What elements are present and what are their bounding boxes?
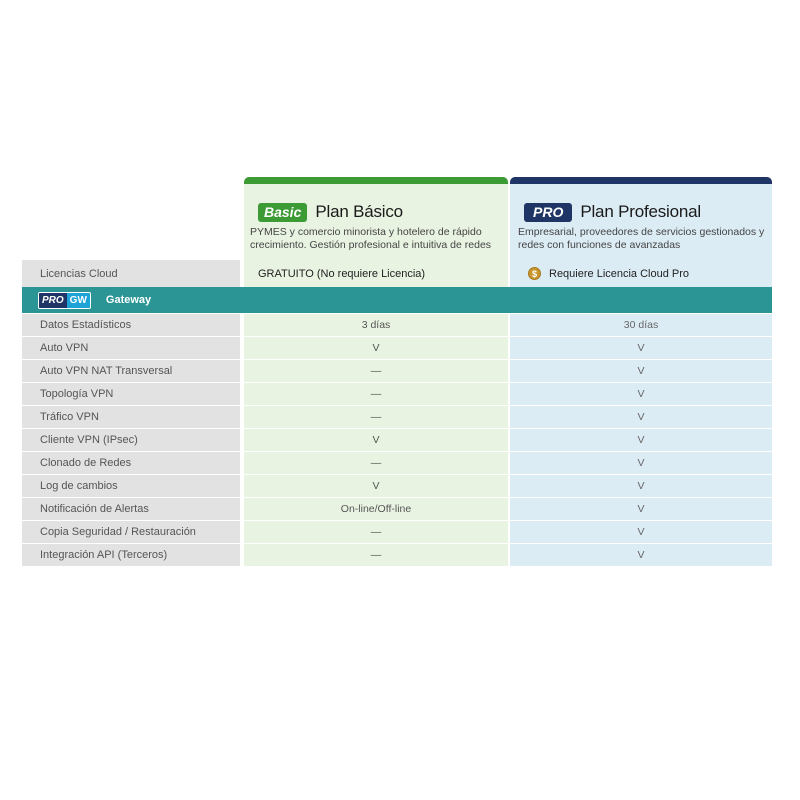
gw-badge-pro: PRO: [39, 293, 67, 308]
feature-pro-value: V: [510, 360, 772, 382]
gateway-section-bar: [22, 287, 772, 313]
table-row: [22, 475, 772, 498]
feature-pro-value: 30 días: [510, 314, 772, 336]
table-row: [22, 544, 772, 567]
feature-label: Datos Estadísticos: [22, 314, 240, 336]
feature-basic-value: —: [244, 406, 508, 428]
plan-comparison-table: [22, 177, 772, 567]
feature-pro-value: V: [510, 337, 772, 359]
feature-pro-value: V: [510, 383, 772, 405]
feature-label: Clonado de Redes: [22, 452, 240, 474]
feature-basic-value: V: [244, 475, 508, 497]
feature-basic-value: V: [244, 337, 508, 359]
license-pro-value: Requiere Licencia Cloud Pro: [549, 267, 690, 280]
license-pro-cell: [510, 260, 772, 287]
table-row: [22, 360, 772, 383]
feature-basic-value: —: [244, 360, 508, 382]
feature-label: Notificación de Alertas: [22, 498, 240, 520]
license-label: Licencias Cloud: [22, 260, 240, 287]
header-spacer: [22, 177, 240, 260]
plan-header-row: [22, 177, 772, 260]
pro-badge: PRO: [524, 203, 572, 222]
feature-basic-value: 3 días: [244, 314, 508, 336]
feature-pro-value: V: [510, 521, 772, 543]
plan-pro-header: [510, 177, 772, 260]
basic-badge: Basic: [258, 203, 307, 222]
feature-label: Auto VPN NAT Transversal: [22, 360, 240, 382]
table-row: [22, 337, 772, 360]
table-row: [22, 452, 772, 475]
table-row: [22, 406, 772, 429]
plan-basic-title: Plan Básico: [315, 202, 403, 221]
feature-pro-value: V: [510, 498, 772, 520]
feature-basic-value: V: [244, 429, 508, 451]
coin-icon: $: [528, 267, 541, 280]
feature-label: Copia Seguridad / Restauración: [22, 521, 240, 543]
feature-pro-value: V: [510, 406, 772, 428]
feature-pro-value: V: [510, 452, 772, 474]
feature-basic-value: —: [244, 521, 508, 543]
feature-pro-value: V: [510, 429, 772, 451]
plan-pro-description: Empresarial, proveedores de servicios gestionados y redes con funciones de avanzadas: [518, 226, 765, 251]
feature-basic-value: —: [244, 383, 508, 405]
feature-label: Auto VPN: [22, 337, 240, 359]
plan-pro-title: Plan Profesional: [580, 202, 701, 221]
plan-pro-title-line: [524, 202, 766, 222]
feature-label: Tráfico VPN: [22, 406, 240, 428]
table-row: [22, 429, 772, 452]
gw-badge-gw: GW: [67, 293, 90, 308]
feature-label: Log de cambios: [22, 475, 240, 497]
license-row: [22, 260, 772, 287]
gateway-label: Gateway: [105, 294, 152, 306]
feature-basic-value: On-line/Off-line: [244, 498, 508, 520]
plan-basic-title-line: [258, 202, 502, 222]
license-basic-value: GRATUITO (No requiere Licencia): [244, 260, 508, 287]
plan-basic-header: [244, 177, 508, 260]
feature-label: Cliente VPN (IPsec): [22, 429, 240, 451]
feature-pro-value: V: [510, 544, 772, 566]
table-row: [22, 314, 772, 337]
feature-label: Integración API (Terceros): [22, 544, 240, 566]
plan-basic-description: PYMES y comercio minorista y hotelero de rápido crecimiento. Gestión profesional e intuitiva de redes: [250, 226, 492, 251]
table-row: [22, 498, 772, 521]
feature-label: Topología VPN: [22, 383, 240, 405]
feature-basic-value: —: [244, 544, 508, 566]
table-row: [22, 383, 772, 406]
table-row: [22, 521, 772, 544]
pro-gw-badge: [38, 292, 91, 309]
feature-pro-value: V: [510, 475, 772, 497]
feature-basic-value: —: [244, 452, 508, 474]
